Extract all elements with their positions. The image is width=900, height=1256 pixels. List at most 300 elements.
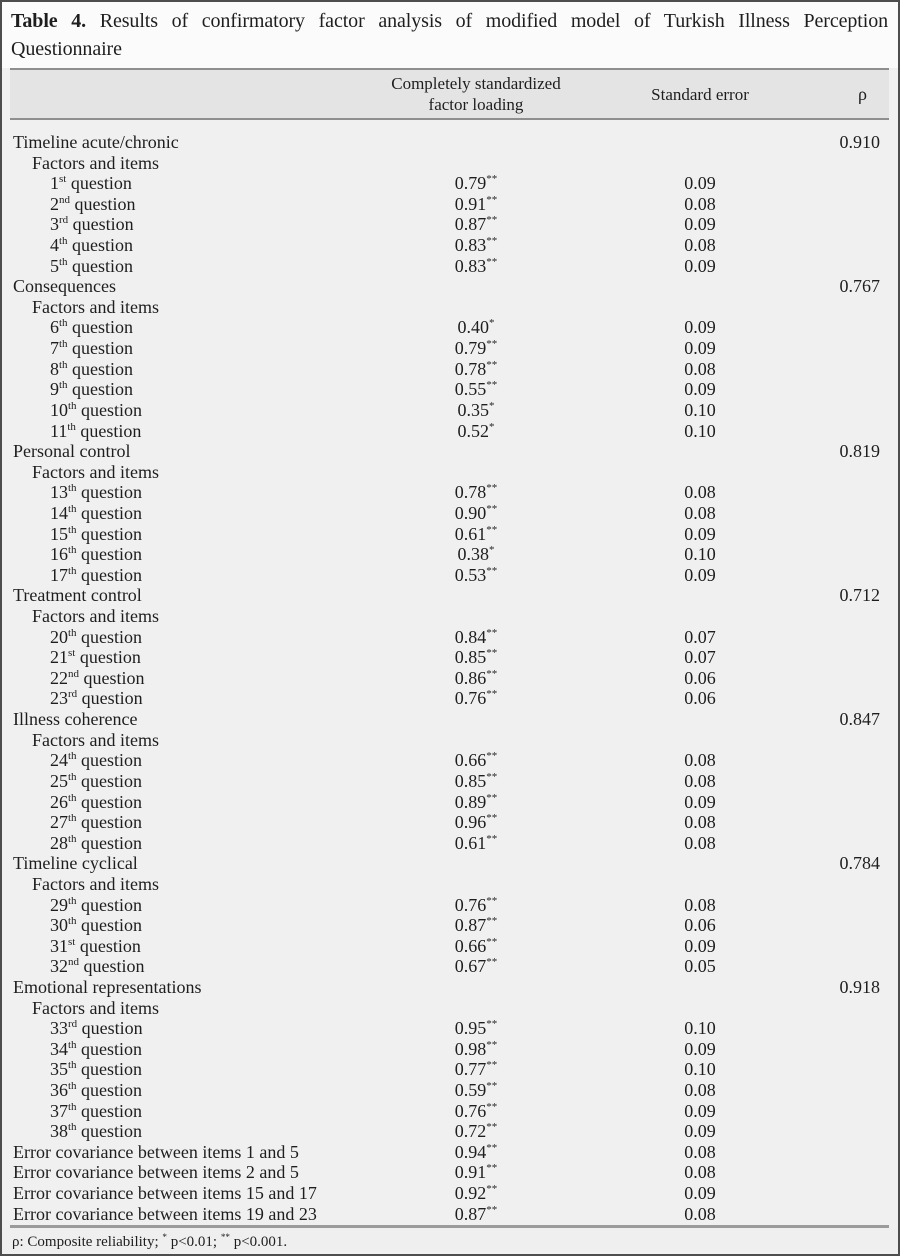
loading-value: 0.85** — [454, 770, 498, 791]
se-value — [590, 977, 810, 998]
loading-value: 0.98** — [454, 1038, 498, 1059]
row-label: Consequences — [13, 276, 116, 297]
rho-value — [810, 359, 889, 380]
table-footnote — [2, 1228, 898, 1253]
loading-value — [362, 874, 590, 895]
ordinal-suffix: th — [68, 750, 77, 763]
row-label: Factors and items — [32, 997, 159, 1018]
factor-row — [10, 441, 889, 462]
factor-row — [10, 132, 889, 153]
significance-marker: ** — [486, 502, 498, 515]
significance-marker: ** — [486, 1121, 498, 1134]
se-value: 0.08 — [684, 1203, 716, 1224]
loading-value: 0.78** — [454, 482, 498, 503]
rho-value — [810, 503, 889, 524]
row-label: 14th question — [50, 502, 143, 523]
loading-value: 0.38* — [457, 544, 495, 565]
se-value — [590, 276, 810, 297]
ordinal-suffix: st — [59, 173, 67, 186]
row-label: 20th question — [50, 626, 143, 647]
significance-marker: ** — [486, 894, 498, 907]
ordinal-suffix: th — [68, 1121, 77, 1134]
item-row — [10, 812, 889, 833]
loading-value: 0.67** — [454, 956, 498, 977]
significance-marker: ** — [486, 812, 498, 825]
item-row — [10, 482, 889, 503]
loading-value: 0.61** — [454, 832, 498, 853]
rho-value — [810, 235, 889, 256]
rho-value: 0.910 — [839, 132, 880, 152]
item-row — [10, 833, 889, 854]
significance-marker: ** — [486, 647, 498, 660]
loading-value — [362, 153, 590, 174]
header-rho: ρ — [858, 83, 867, 104]
significance-marker: ** — [486, 956, 498, 969]
se-value: 0.08 — [684, 1080, 716, 1101]
significance-marker: ** — [486, 523, 498, 536]
rho-value — [810, 524, 889, 545]
ordinal-suffix: th — [68, 1080, 77, 1093]
significance-marker: ** — [486, 255, 498, 268]
ordinal-suffix: th — [68, 832, 77, 845]
se-value: 0.08 — [684, 894, 716, 915]
significance-marker: ** — [486, 1018, 498, 1031]
loading-value: 0.35* — [457, 399, 495, 420]
row-label: 38th question — [50, 1121, 143, 1142]
row-label: Illness coherence — [13, 709, 138, 730]
loading-value: 0.91** — [454, 193, 498, 214]
ordinal-suffix: th — [68, 482, 77, 495]
loading-value — [362, 709, 590, 730]
se-value — [590, 853, 810, 874]
row-label: Factors and items — [32, 729, 159, 750]
loading-value — [362, 853, 590, 874]
loading-value: 0.85** — [454, 647, 498, 668]
row-label: 25th question — [50, 770, 143, 791]
row-label: 13th question — [50, 482, 143, 503]
ordinal-suffix: nd — [59, 193, 70, 206]
subheader-row — [10, 606, 889, 627]
footnote-star2: ** — [220, 1232, 230, 1242]
row-label: Factors and items — [32, 606, 159, 627]
row-label: 10th question — [50, 399, 143, 420]
rho-value — [810, 1101, 889, 1122]
loading-value — [362, 441, 590, 462]
significance-marker: ** — [486, 1183, 498, 1196]
item-row — [10, 668, 889, 689]
significance-marker: ** — [486, 688, 498, 701]
item-row — [10, 647, 889, 668]
loading-value — [362, 132, 590, 153]
row-label: 23rd question — [50, 688, 143, 709]
significance-marker: ** — [486, 358, 498, 371]
se-value: 0.09 — [684, 935, 716, 956]
se-value: 0.09 — [684, 791, 716, 812]
se-value — [590, 462, 810, 483]
ordinal-suffix: th — [68, 1059, 77, 1072]
ordinal-suffix: th — [68, 812, 77, 825]
subheader-row — [10, 153, 889, 174]
loading-value: 0.78** — [454, 358, 498, 379]
rho-value — [810, 173, 889, 194]
significance-marker: ** — [486, 667, 498, 680]
subheader-row — [10, 462, 889, 483]
loading-value: 0.40* — [457, 317, 495, 338]
se-value — [590, 132, 810, 153]
item-row — [10, 956, 889, 977]
loading-value: 0.87** — [454, 915, 498, 936]
significance-marker: ** — [486, 1203, 498, 1216]
rho-value: 0.847 — [839, 709, 880, 730]
header-standard-error: Standard error — [651, 84, 749, 104]
ordinal-suffix: th — [68, 502, 77, 515]
ordinal-suffix: th — [68, 1038, 77, 1051]
se-value: 0.07 — [684, 626, 716, 647]
row-label: 4th question — [50, 235, 134, 256]
rho-value — [810, 936, 889, 957]
se-value: 0.10 — [684, 1059, 716, 1080]
se-value — [590, 709, 810, 730]
rho-value — [810, 792, 889, 813]
row-label: 2nd question — [50, 193, 136, 214]
ordinal-suffix: th — [68, 544, 77, 557]
row-label: 29th question — [50, 894, 143, 915]
row-label: Treatment control — [13, 585, 142, 606]
subheader-row — [10, 730, 889, 751]
header-loading — [362, 73, 590, 115]
significance-marker: ** — [486, 1038, 498, 1051]
se-value: 0.09 — [684, 338, 716, 359]
row-label: Emotional representations — [13, 976, 202, 997]
loading-value: 0.86** — [454, 667, 498, 688]
rho-value — [810, 998, 889, 1019]
item-row — [10, 895, 889, 916]
item-row — [10, 565, 889, 586]
rho-value — [810, 421, 889, 442]
se-value: 0.08 — [684, 235, 716, 256]
row-label: Factors and items — [32, 873, 159, 894]
loading-value: 0.89** — [454, 791, 498, 812]
table-header-row — [10, 68, 889, 120]
loading-value: 0.87** — [454, 214, 498, 235]
item-row — [10, 1121, 889, 1142]
rho-value — [810, 874, 889, 895]
loading-value: 0.94** — [454, 1141, 498, 1162]
row-label: 27th question — [50, 812, 143, 833]
se-value: 0.10 — [684, 399, 716, 420]
rho-value — [810, 647, 889, 668]
ordinal-suffix: th — [59, 358, 68, 371]
rho-value — [810, 688, 889, 709]
loading-value: 0.95** — [454, 1018, 498, 1039]
loading-value: 0.61** — [454, 523, 498, 544]
rho-value — [810, 1142, 889, 1163]
se-value — [590, 441, 810, 462]
rho-value — [810, 1039, 889, 1060]
header-loading-line2: factor loading — [428, 95, 524, 114]
loading-value — [362, 606, 590, 627]
factor-row — [10, 709, 889, 730]
se-value: 0.08 — [684, 832, 716, 853]
row-label: 34th question — [50, 1038, 143, 1059]
rho-value: 0.784 — [839, 853, 880, 874]
ordinal-suffix: th — [59, 317, 68, 330]
row-label: 35th question — [50, 1059, 143, 1080]
rho-value — [810, 606, 889, 627]
row-label: Personal control — [13, 441, 131, 462]
row-label: 32nd question — [50, 956, 145, 977]
se-value: 0.09 — [684, 523, 716, 544]
se-value: 0.09 — [684, 317, 716, 338]
table-caption — [2, 2, 898, 68]
row-label: 33rd question — [50, 1018, 143, 1039]
loading-value: 0.79** — [454, 338, 498, 359]
se-value: 0.08 — [684, 1141, 716, 1162]
item-row — [10, 1039, 889, 1060]
ordinal-suffix: th — [68, 770, 77, 783]
significance-marker: ** — [486, 1080, 498, 1093]
loading-value: 0.66** — [454, 750, 498, 771]
item-row — [10, 400, 889, 421]
significance-marker: ** — [486, 626, 498, 639]
rho-value — [810, 338, 889, 359]
row-label: 17th question — [50, 564, 143, 585]
rho-value — [810, 956, 889, 977]
row-label: 8th question — [50, 358, 134, 379]
row-label: 26th question — [50, 791, 143, 812]
rho-value — [810, 915, 889, 936]
significance-marker: ** — [486, 750, 498, 763]
loading-value: 0.77** — [454, 1059, 498, 1080]
se-value: 0.08 — [684, 358, 716, 379]
item-row — [10, 771, 889, 792]
rho-value — [810, 895, 889, 916]
se-value — [590, 153, 810, 174]
se-value: 0.09 — [684, 173, 716, 194]
rho-value — [810, 1018, 889, 1039]
rho-value — [810, 565, 889, 586]
item-row — [10, 936, 889, 957]
se-value: 0.06 — [684, 667, 716, 688]
item-row — [10, 544, 889, 565]
loading-value: 0.76** — [454, 1100, 498, 1121]
se-value — [590, 606, 810, 627]
significance-marker: ** — [486, 379, 498, 392]
significance-marker: ** — [486, 235, 498, 248]
loading-value: 0.76** — [454, 688, 498, 709]
row-label: Error covariance between items 1 and 5 — [13, 1141, 299, 1162]
table-number-label: Table 4. — [11, 10, 87, 32]
se-value — [590, 730, 810, 751]
significance-marker: ** — [486, 832, 498, 845]
loading-value — [362, 977, 590, 998]
error-covariance-row — [10, 1162, 889, 1183]
ordinal-suffix: th — [68, 791, 77, 804]
item-row — [10, 173, 889, 194]
significance-marker: ** — [486, 1141, 498, 1154]
item-row — [10, 214, 889, 235]
significance-marker: ** — [486, 1162, 498, 1175]
ordinal-suffix: th — [68, 564, 77, 577]
rho-value — [810, 730, 889, 751]
ordinal-suffix: nd — [68, 956, 79, 969]
rho-value — [810, 833, 889, 854]
se-value — [590, 998, 810, 1019]
se-value: 0.08 — [684, 750, 716, 771]
item-row — [10, 915, 889, 936]
item-row — [10, 503, 889, 524]
item-row — [10, 792, 889, 813]
se-value: 0.09 — [684, 1183, 716, 1204]
rho-value — [810, 297, 889, 318]
ordinal-suffix: th — [68, 915, 77, 928]
rho-value — [810, 1204, 889, 1225]
significance-marker: * — [489, 420, 495, 433]
rho-value — [810, 462, 889, 483]
loading-value: 0.76** — [454, 894, 498, 915]
loading-value — [362, 276, 590, 297]
header-loading-line1: Completely standardized — [391, 74, 561, 93]
significance-marker: * — [489, 317, 495, 330]
se-value: 0.06 — [684, 688, 716, 709]
rho-value — [810, 400, 889, 421]
item-row — [10, 338, 889, 359]
row-label: 30th question — [50, 915, 143, 936]
significance-marker: ** — [486, 791, 498, 804]
ordinal-suffix: rd — [68, 688, 78, 701]
factor-row — [10, 853, 889, 874]
factor-row — [10, 276, 889, 297]
se-value: 0.09 — [684, 1038, 716, 1059]
ordinal-suffix: th — [68, 523, 77, 536]
item-row — [10, 1059, 889, 1080]
table-title-text: Results of confirmatory factor analysis of modified model of Turkish Illness Perception Questionnaire — [11, 10, 889, 60]
rho-value — [810, 668, 889, 689]
rho-value — [810, 1183, 889, 1204]
se-value: 0.05 — [684, 956, 716, 977]
rho-value — [810, 482, 889, 503]
significance-marker: ** — [486, 935, 498, 948]
loading-value: 0.91** — [454, 1162, 498, 1183]
item-row — [10, 194, 889, 215]
rho-value — [810, 317, 889, 338]
footnote-rho-definition: ρ: Composite reliability; — [12, 1234, 163, 1250]
se-value: 0.06 — [684, 915, 716, 936]
rho-value — [810, 1121, 889, 1142]
rho-value: 0.918 — [839, 976, 880, 997]
rho-value: 0.712 — [839, 585, 880, 606]
item-row — [10, 688, 889, 709]
loading-value: 0.59** — [454, 1080, 498, 1101]
se-value: 0.09 — [684, 1121, 716, 1142]
ordinal-suffix: nd — [68, 667, 79, 680]
ordinal-suffix: th — [59, 338, 68, 351]
subheader-row — [10, 297, 889, 318]
row-label: Error covariance between items 2 and 5 — [13, 1162, 299, 1183]
loading-value — [362, 998, 590, 1019]
item-row — [10, 379, 889, 400]
significance-marker: ** — [486, 1059, 498, 1072]
item-row — [10, 256, 889, 277]
factor-row — [10, 977, 889, 998]
item-row — [10, 627, 889, 648]
significance-marker: ** — [486, 338, 498, 351]
significance-marker: ** — [486, 173, 498, 186]
row-label: 1st question — [50, 173, 132, 194]
footnote-star1: * — [162, 1232, 167, 1242]
rho-value — [810, 256, 889, 277]
row-label: 28th question — [50, 832, 143, 853]
loading-value: 0.79** — [454, 173, 498, 194]
significance-marker: ** — [486, 1100, 498, 1113]
rho-value — [810, 771, 889, 792]
error-covariance-row — [10, 1204, 889, 1225]
ordinal-suffix: rd — [59, 214, 69, 227]
rho-value — [810, 153, 889, 174]
loading-value: 0.66** — [454, 935, 498, 956]
se-value — [590, 297, 810, 318]
loading-value — [362, 585, 590, 606]
se-value: 0.09 — [684, 564, 716, 585]
row-label: 24th question — [50, 750, 143, 771]
item-row — [10, 317, 889, 338]
significance-marker: ** — [486, 564, 498, 577]
row-label: 36th question — [50, 1080, 143, 1101]
row-label: Factors and items — [32, 152, 159, 173]
table-body — [2, 120, 898, 1225]
ordinal-suffix: th — [59, 255, 68, 268]
loading-value — [362, 297, 590, 318]
loading-value: 0.96** — [454, 812, 498, 833]
row-label: 22nd question — [50, 667, 145, 688]
item-row — [10, 1101, 889, 1122]
ordinal-suffix: th — [68, 1100, 77, 1113]
loading-value: 0.53** — [454, 564, 498, 585]
ordinal-suffix: th — [67, 420, 76, 433]
se-value: 0.10 — [684, 1018, 716, 1039]
row-label: 21st question — [50, 647, 141, 668]
se-value: 0.08 — [684, 770, 716, 791]
se-value: 0.08 — [684, 812, 716, 833]
item-row — [10, 235, 889, 256]
se-value: 0.10 — [684, 544, 716, 565]
loading-value — [362, 462, 590, 483]
subheader-row — [10, 874, 889, 895]
rho-value — [810, 1162, 889, 1183]
significance-marker: ** — [486, 770, 498, 783]
se-value: 0.09 — [684, 379, 716, 400]
item-row — [10, 1018, 889, 1039]
rho-value — [810, 1059, 889, 1080]
se-value: 0.08 — [684, 193, 716, 214]
loading-value: 0.92** — [454, 1183, 498, 1204]
rho-value: 0.767 — [839, 276, 880, 297]
loading-value: 0.90** — [454, 502, 498, 523]
ordinal-suffix: st — [68, 647, 76, 660]
item-row — [10, 750, 889, 771]
significance-marker: ** — [486, 193, 498, 206]
loading-value: 0.72** — [454, 1121, 498, 1142]
row-label: Factors and items — [32, 461, 159, 482]
rho-value — [810, 194, 889, 215]
se-value — [590, 874, 810, 895]
subheader-row — [10, 998, 889, 1019]
rho-value: 0.819 — [839, 441, 880, 462]
row-label: Error covariance between items 19 and 23 — [13, 1203, 317, 1224]
row-label: Timeline cyclical — [13, 853, 138, 874]
row-label: Factors and items — [32, 296, 159, 317]
ordinal-suffix: th — [68, 894, 77, 907]
